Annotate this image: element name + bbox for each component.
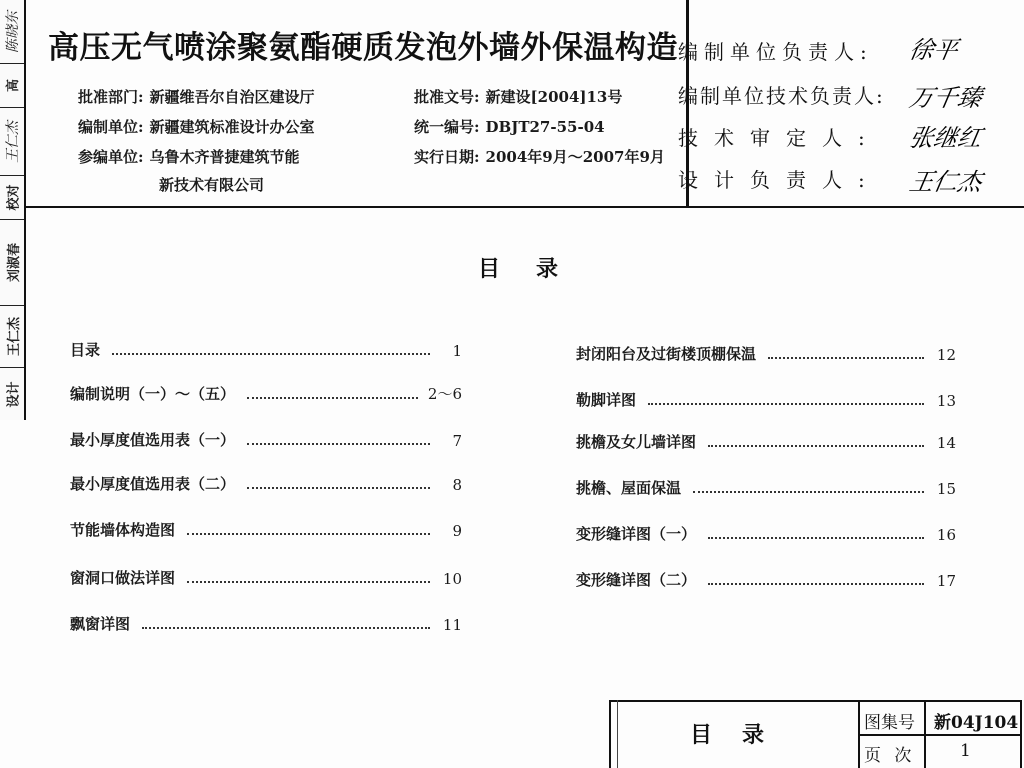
side-signature-cell xyxy=(0,108,24,176)
approve-dept-label: 批准部门: xyxy=(78,88,144,106)
participate-value: 乌鲁木齐普捷建筑节能 xyxy=(149,148,300,166)
toc-entry[interactable] xyxy=(70,470,462,494)
toc-entry[interactable] xyxy=(70,336,462,360)
unified-no-value: DBJT27-55-04 xyxy=(485,118,605,136)
toc-entry-title: 编制说明（一）～（五） xyxy=(70,385,236,403)
side-label-cell xyxy=(0,64,24,108)
toc-entry-title: 飘窗详图 xyxy=(70,615,131,633)
resp-signature: 王仁杰 xyxy=(907,168,985,196)
toc-entry-page: 15 xyxy=(936,480,956,498)
toc-entry[interactable] xyxy=(70,516,462,540)
resp-label: 编制单位技术负责人: xyxy=(678,84,885,108)
toc-leader-dots xyxy=(187,533,430,535)
side-label-cell xyxy=(0,368,24,420)
participate-unit xyxy=(78,146,300,167)
resp-label: 技术审定人: xyxy=(678,126,881,150)
effective-date xyxy=(414,146,665,167)
toc-entry-title: 窗洞口做法详图 xyxy=(70,569,176,587)
compile-unit-label: 编制单位: xyxy=(78,118,144,136)
toc-entry[interactable] xyxy=(576,428,956,452)
toc-leader-dots xyxy=(708,445,924,447)
toc-entry-page: 1 xyxy=(452,342,462,360)
toc-entry-page: 17 xyxy=(936,572,956,590)
side-label: 校对 xyxy=(6,184,22,211)
toc-entry-title: 挑檐及女儿墙详图 xyxy=(576,433,697,451)
compile-unit xyxy=(78,116,315,137)
side-label-cell xyxy=(0,220,24,306)
toc-leader-dots xyxy=(708,583,924,585)
title-block-inner-line xyxy=(617,700,618,768)
participate-unit-line2: 新技术有限公司 xyxy=(159,176,265,194)
page-number-value: 1 xyxy=(960,741,971,761)
toc-entry-title: 封闭阳台及过街楼顶棚保温 xyxy=(576,345,757,363)
side-signature: 陈晓东 xyxy=(5,10,21,53)
side-label: 设计 xyxy=(6,380,22,408)
resp-label: 设计负责人: xyxy=(678,168,881,192)
toc-entry-page: 7 xyxy=(452,432,462,450)
title-block-divider xyxy=(858,734,1022,736)
toc-entry-title: 目录 xyxy=(70,341,101,359)
resp-signature: 万千臻 xyxy=(907,84,985,112)
side-label-cell xyxy=(0,306,24,368)
side-label: 高 xyxy=(6,78,22,93)
toc-entry-page: 2～6 xyxy=(427,385,462,403)
title-block-sheet-name: 目录 xyxy=(690,722,795,748)
toc-entry-title: 最小厚度值选用表（二） xyxy=(70,475,236,493)
side-signature-cell xyxy=(0,0,24,64)
toc-leader-dots xyxy=(693,491,924,493)
toc-entry-title: 变形缝详图（二） xyxy=(576,571,697,589)
toc-leader-dots xyxy=(247,397,418,399)
toc-entry-page: 13 xyxy=(936,392,956,410)
toc-leader-dots xyxy=(708,537,924,539)
toc-entry-title: 节能墙体构造图 xyxy=(70,521,176,539)
approve-doc-label: 批准文号: xyxy=(414,88,480,106)
toc-entry-page: 16 xyxy=(936,526,956,544)
toc-entry[interactable] xyxy=(70,564,462,588)
toc-leader-dots xyxy=(187,581,430,583)
toc-leader-dots xyxy=(142,627,430,629)
toc-entry[interactable] xyxy=(576,520,956,544)
toc-entry-title: 勒脚详图 xyxy=(576,391,637,409)
side-label-cell xyxy=(0,176,24,220)
toc-leader-dots xyxy=(112,353,430,355)
resp-signature: 张继红 xyxy=(907,124,985,152)
toc-entry-page: 12 xyxy=(936,346,956,364)
toc-leader-dots xyxy=(768,357,924,359)
side-label: 刘淑春 xyxy=(6,242,22,283)
resp-signature: 徐平 xyxy=(907,36,961,64)
page-number-label: 页 次 xyxy=(864,746,916,766)
toc-entry[interactable] xyxy=(576,386,956,410)
toc-leader-dots xyxy=(247,487,430,489)
toc-leader-dots xyxy=(247,443,430,445)
toc-entry-page: 14 xyxy=(936,434,956,452)
side-signoff-strip xyxy=(0,0,26,420)
approve-doc xyxy=(414,86,622,107)
side-signature: 王仁杰 xyxy=(5,120,21,163)
toc-entry[interactable] xyxy=(576,474,956,498)
side-label: 王仁杰 xyxy=(6,316,22,357)
participate-label: 参编单位: xyxy=(78,148,144,166)
toc-leader-dots xyxy=(648,403,924,405)
approve-doc-value: 新建设[2004]13号 xyxy=(485,88,623,106)
unified-number xyxy=(414,116,605,137)
effective-label: 实行日期: xyxy=(414,148,480,166)
toc-entry-page: 9 xyxy=(452,522,462,540)
toc-entry-title: 挑檐、屋面保温 xyxy=(576,479,682,497)
toc-entry-title: 最小厚度值选用表（一） xyxy=(70,431,236,449)
toc-entry[interactable] xyxy=(576,566,956,590)
resp-label: 编制单位负责人: xyxy=(678,40,873,64)
compile-unit-value: 新疆建筑标准设计办公室 xyxy=(149,118,315,136)
atlas-number-value: 新04J104 xyxy=(934,713,1019,733)
toc-entry-page: 11 xyxy=(442,616,462,634)
toc-entry[interactable] xyxy=(70,426,462,450)
approve-dept xyxy=(78,86,315,107)
toc-entry-title: 变形缝详图（一） xyxy=(576,525,697,543)
toc-heading: 目录 xyxy=(478,256,595,282)
toc-entry-page: 10 xyxy=(442,570,462,588)
unified-no-label: 统一编号: xyxy=(414,118,480,136)
toc-entry[interactable] xyxy=(576,340,956,364)
toc-entry[interactable] xyxy=(70,380,462,404)
toc-entry-page: 8 xyxy=(452,476,462,494)
atlas-title: 高压无气喷涂聚氨酯硬质发泡外墙外保温构造 xyxy=(48,30,678,66)
atlas-number-label: 图集号 xyxy=(864,713,915,733)
approve-dept-value: 新疆维吾尔自治区建设厅 xyxy=(149,88,315,106)
toc-entry[interactable] xyxy=(70,610,462,634)
effective-value: 2004年9月～2007年9月 xyxy=(485,148,665,166)
